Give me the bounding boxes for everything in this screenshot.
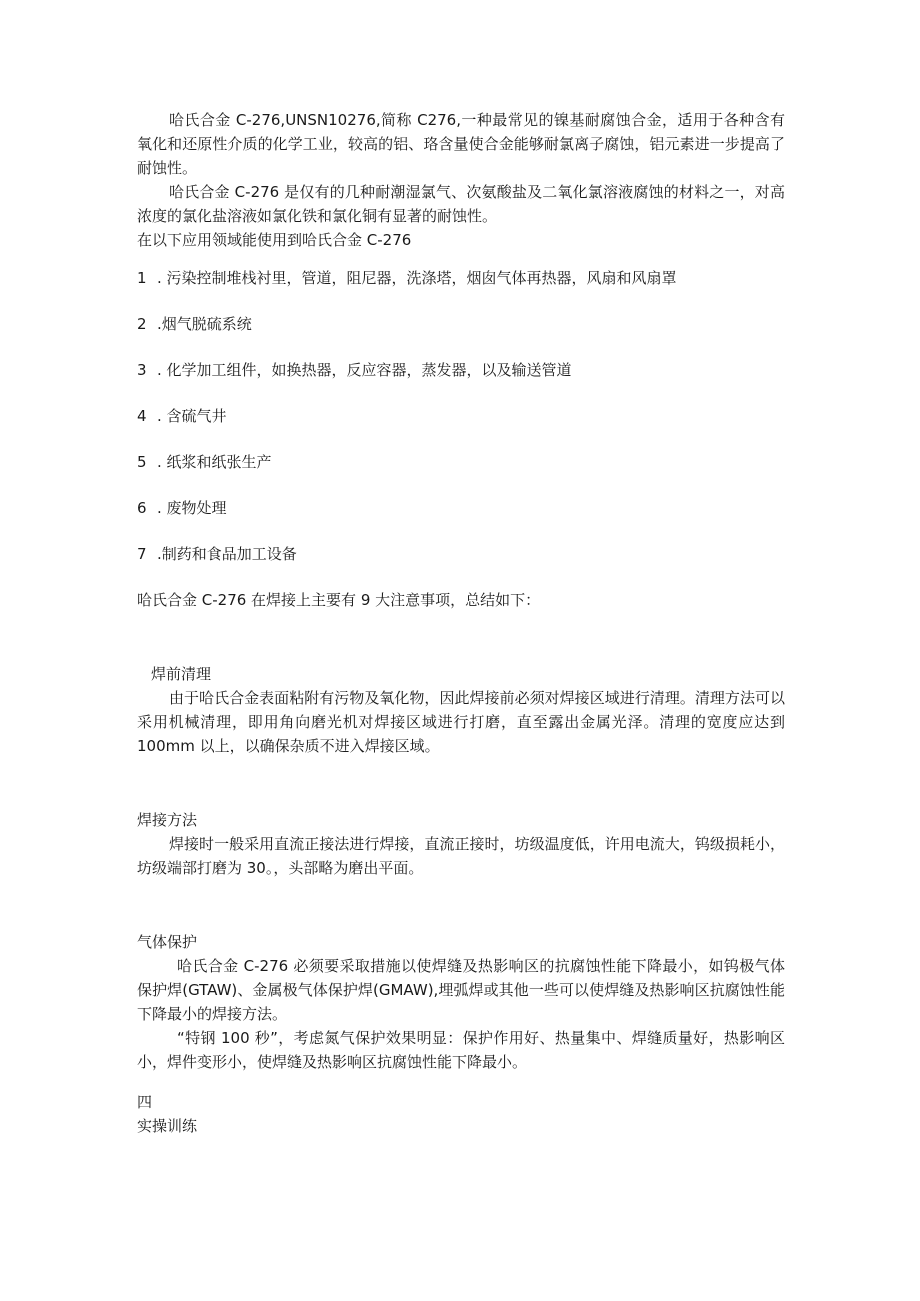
- intro-paragraph-1: 哈氏合金 C-276,UNSN10276,简称 C276,一种最常见的镍基耐腐蚀合金，适用于各种含有氧化和还原性介质的化学工业，较高的铝、珞含量使合金能够耐氯离子腐蚀，铝元素进一步提高了耐蚀性。: [137, 111, 785, 177]
- list-item: 2 .烟气脱硫系统: [137, 315, 252, 333]
- list-item: 5 . 纸浆和纸张生产: [137, 453, 272, 471]
- intro-paragraph-2: 哈氏合金 C-276 是仅有的几种耐潮湿氯气、次氨酸盐及二氧化氯溶液腐蚀的材料之一，对高浓度的氯化盐溶液如氯化铁和氯化铜有显著的耐蚀性。: [137, 183, 785, 225]
- section-title: 焊接方法: [137, 811, 198, 829]
- section-title: 气体保护: [137, 933, 198, 951]
- list-item: 6 . 废物处理: [137, 499, 227, 517]
- applications-list: [137, 266, 785, 566]
- list-item: 7 .制药和食品加工设备: [137, 545, 297, 563]
- document-page: [137, 108, 785, 1138]
- section-gas: [137, 930, 785, 1074]
- section-title: 焊前清理: [151, 665, 212, 683]
- ending-label: 实操训练: [137, 1117, 198, 1135]
- section-method: [137, 808, 785, 880]
- section-cleaning: [137, 662, 785, 758]
- list-item: 1 . 污染控制堆栈衬里，管道，阻尼器，洗涤塔，烟囱气体再热器，风扇和风扇罩: [137, 269, 677, 287]
- section-body: 哈氏合金 C-276 必须要采取措施以使焊缝及热影响区的抗腐蚀性能下降最小，如钨极气体保护焊(GTAW)、金属极气体保护焊(GMAW),埋弧焊或其他一些可以使焊缝及热影响区抗腐蚀性能下降最小的焊接方法。: [137, 957, 785, 1023]
- section-body: 由于哈氏合金表面粘附有污物及氧化物，因此焊接前必须对焊接区域进行清理。清理方法可以采用机械清理，即用角向磨光机对焊接区域进行打磨，直至露出金属光泽。清理的宽度应达到 100mm 以上，以确保杂质不进入焊接区域。: [137, 689, 785, 755]
- list-item: 4 . 含硫气井: [137, 407, 227, 425]
- ending-block: [137, 1090, 785, 1138]
- ending-number: 四: [137, 1093, 153, 1111]
- section-body: 焊接时一般采用直流正接法进行焊接，直流正接时，坊级温度低，许用电流大，钨级损耗小，坊级端部打磨为 30。，头部略为磨出平面。: [137, 835, 785, 877]
- list-item: 3 . 化学加工组件，如换热器，反应容器，蒸发器，以及输送管道: [137, 361, 572, 379]
- summary-line: 哈氏合金 C-276 在焊接上主要有 9 大注意事项，总结如下：: [137, 591, 541, 609]
- section-body: “特钢 100 秒”，考虑氮气保护效果明显：保护作用好、热量集中、焊缝质量好，热影响区小，焊件变形小，使焊缝及热影响区抗腐蚀性能下降最小。: [137, 1029, 785, 1071]
- applications-intro: 在以下应用领域能使用到哈氏合金 C-276: [137, 231, 412, 249]
